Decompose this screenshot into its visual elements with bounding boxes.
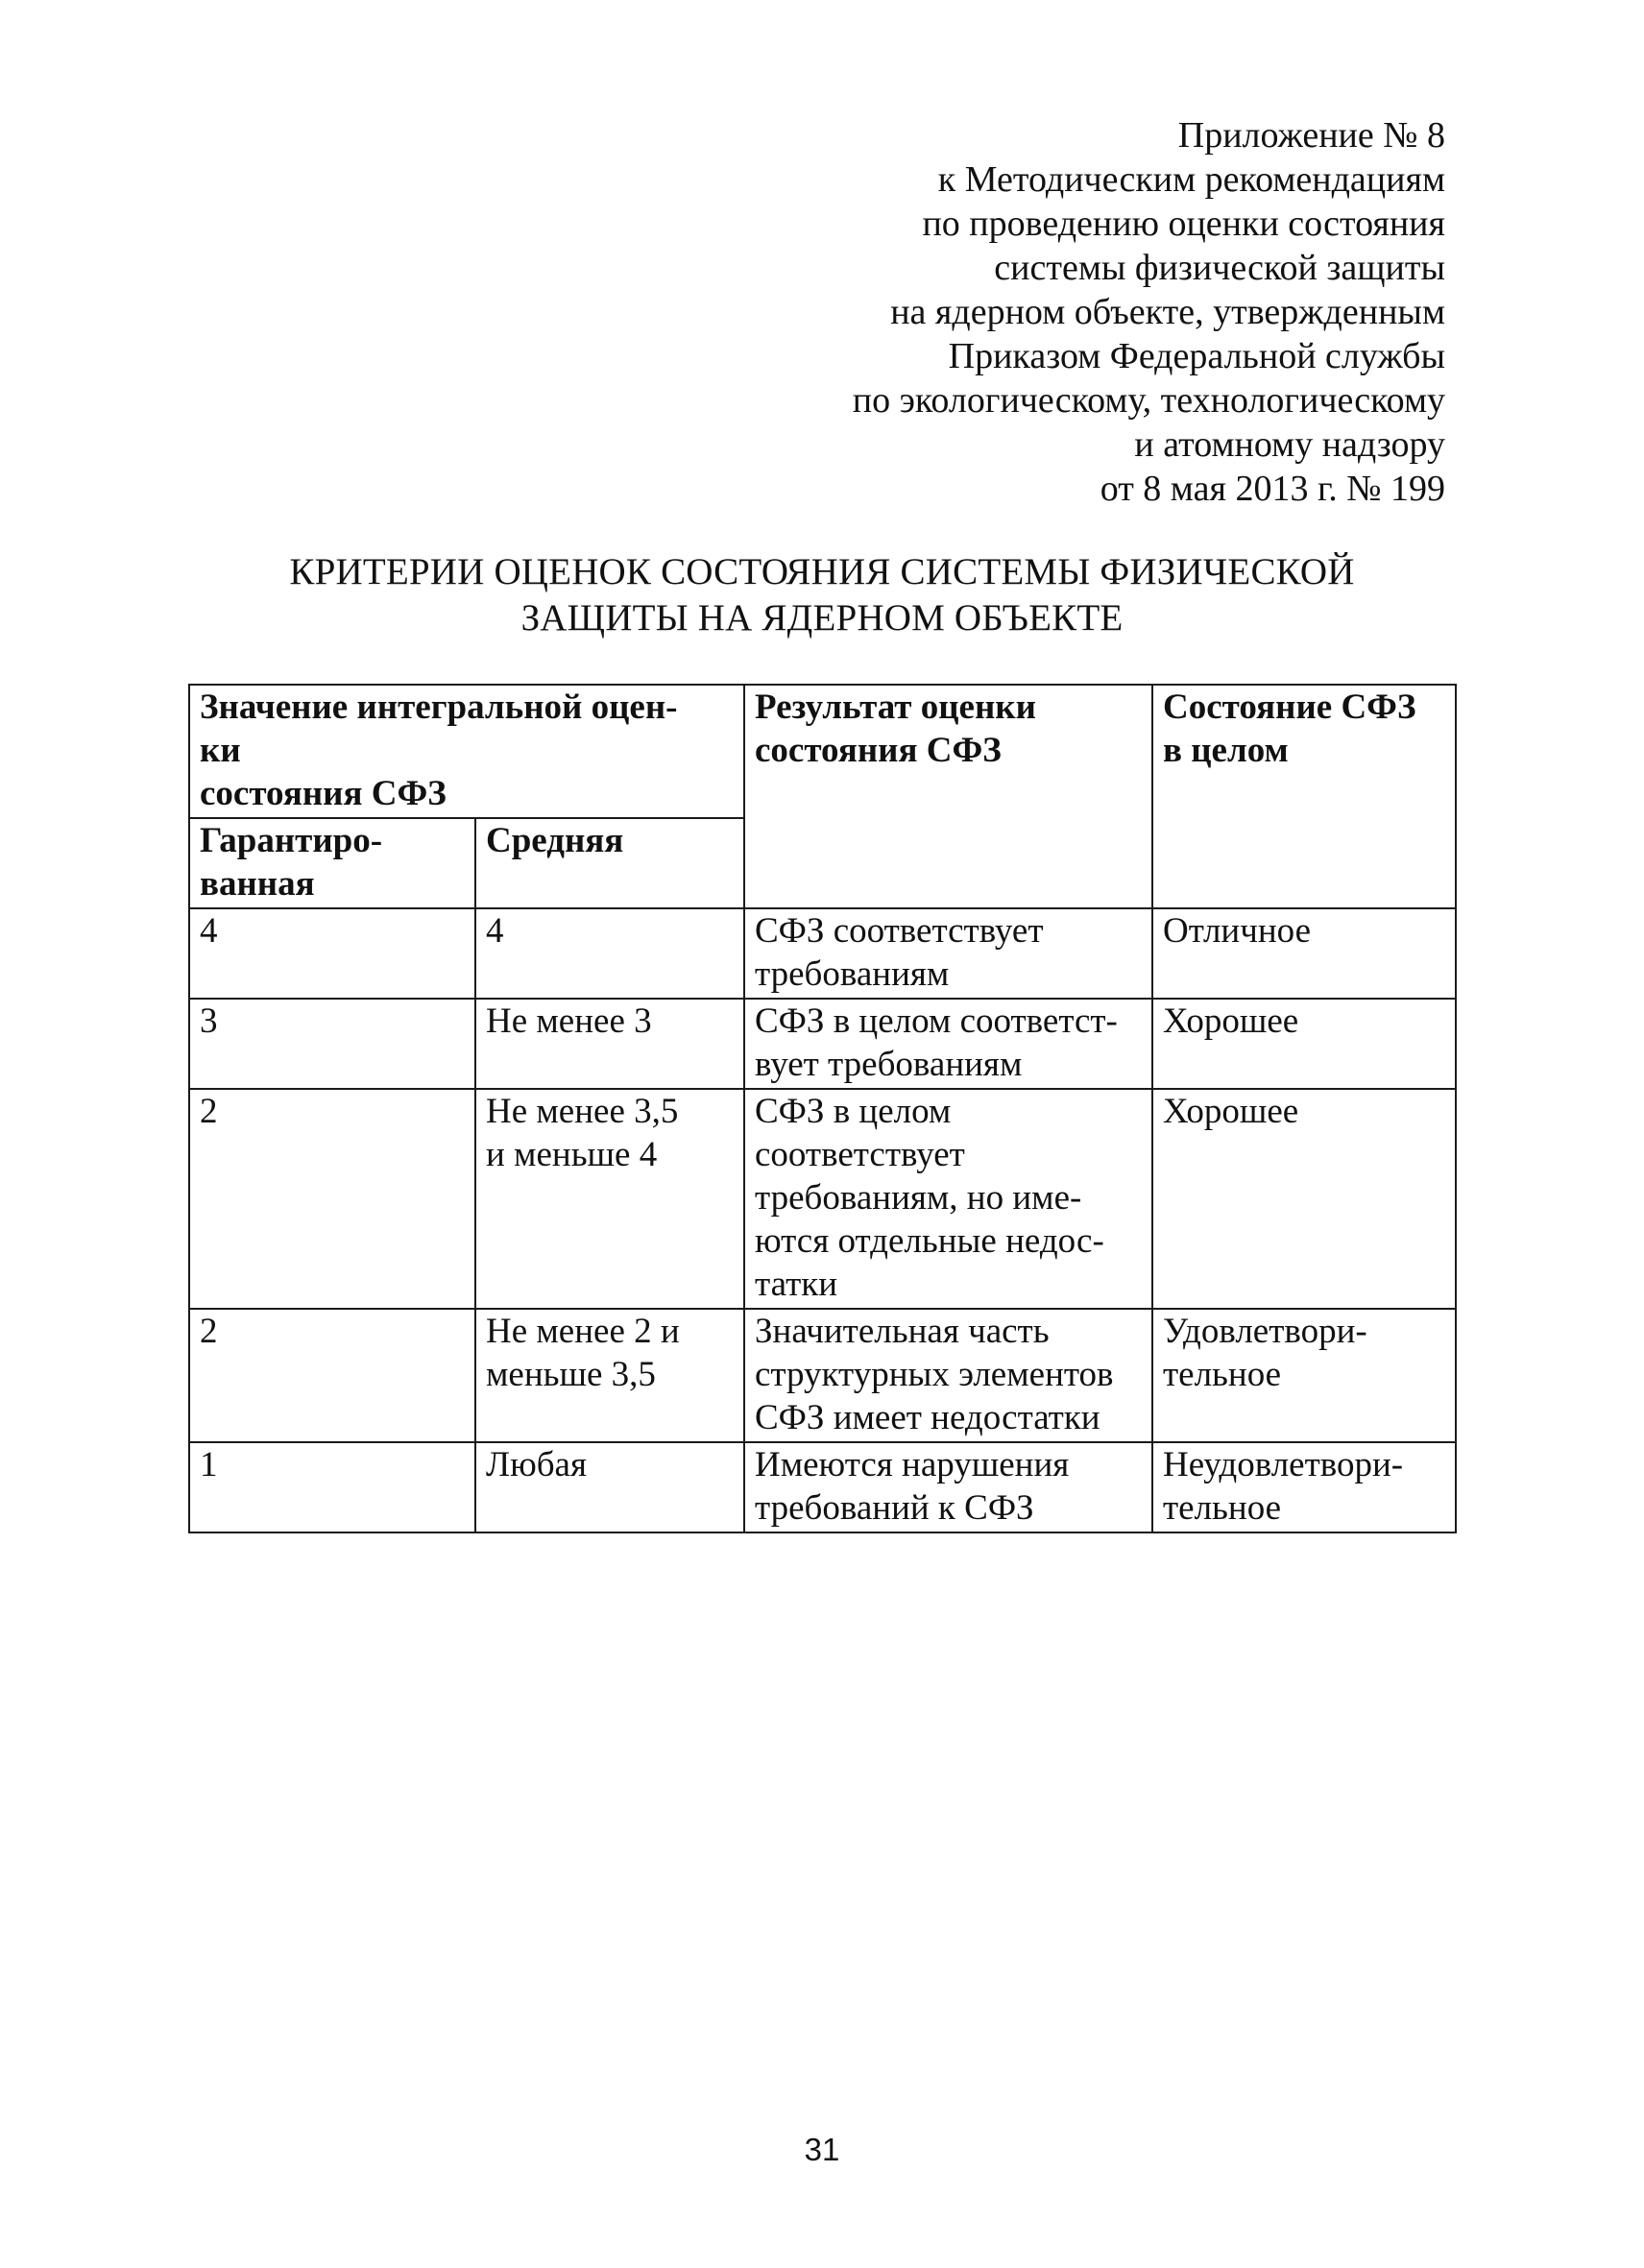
appendix-line-1: Приложение № 8 [1177,115,1445,156]
result-cell: Имеются нарушения требований к СФЗ [744,1442,1152,1532]
table-header-row [189,685,1456,818]
guaranteed-cell: 2 [189,1089,475,1309]
appendix-line-6: Приказом Федеральной службы [948,336,1445,376]
document-title [0,549,1644,641]
appendix-line-5: на ядерном объекте, утвержденным [890,292,1445,332]
average-cell: Не менее 2 и меньше 3,5 [475,1309,744,1442]
average-cell: Не менее 3 [475,999,744,1089]
appendix-line-4: системы физической защиты [994,248,1445,288]
overall-state-header: Состояние СФЗ в целом [1152,685,1456,908]
state-cell: Неудовлетвори- тельное [1152,1442,1456,1532]
integral-assessment-header: Значение интегральной оцен- ки состояния СФЗ [189,685,744,818]
appendix-line-7: по экологическому, технологическому [852,380,1445,421]
result-cell: СФЗ в целом соответствует требованиям, но име- ются отдельные недос- татки [744,1089,1152,1309]
table-row [189,1309,1456,1442]
average-cell: 4 [475,908,744,999]
table-row [189,1442,1456,1532]
criteria-table [188,684,1457,1533]
state-cell: Хорошее [1152,999,1456,1089]
guaranteed-header: Гарантиро- ванная [189,818,475,908]
guaranteed-cell: 4 [189,908,475,999]
appendix-line-9: от 8 мая 2013 г. № 199 [1100,469,1445,509]
appendix-reference-block [853,113,1445,511]
table-row [189,908,1456,999]
result-cell: Значительная часть структурных элементов СФЗ имеет недостатки [744,1309,1152,1442]
average-cell: Любая [475,1442,744,1532]
result-cell: СФЗ в целом соответст- вует требованиям [744,999,1152,1089]
assessment-result-header: Результат оценки состояния СФЗ [744,685,1152,908]
document-title-line-2: ЗАЩИТЫ НА ЯДЕРНОМ ОБЪЕКТЕ [520,597,1124,639]
document-title-line-1: КРИТЕРИИ ОЦЕНОК СОСТОЯНИЯ СИСТЕМЫ ФИЗИЧЕСКОЙ [289,551,1355,592]
table-row [189,1089,1456,1309]
guaranteed-cell: 3 [189,999,475,1089]
average-cell: Не менее 3,5 и меньше 4 [475,1089,744,1309]
guaranteed-cell: 2 [189,1309,475,1442]
appendix-line-3: по проведению оценки состояния [922,204,1445,244]
table-row [189,999,1456,1089]
appendix-line-2: к Методическим рекомендациям [937,159,1445,200]
state-cell: Хорошее [1152,1089,1456,1309]
result-cell: СФЗ соответствует требованиям [744,908,1152,999]
page-number: 31 [804,2132,840,2167]
state-cell: Отличное [1152,908,1456,999]
average-header: Средняя [475,818,744,908]
state-cell: Удовлетвори- тельное [1152,1309,1456,1442]
appendix-line-8: и атомному надзору [1134,424,1445,465]
guaranteed-cell: 1 [189,1442,475,1532]
